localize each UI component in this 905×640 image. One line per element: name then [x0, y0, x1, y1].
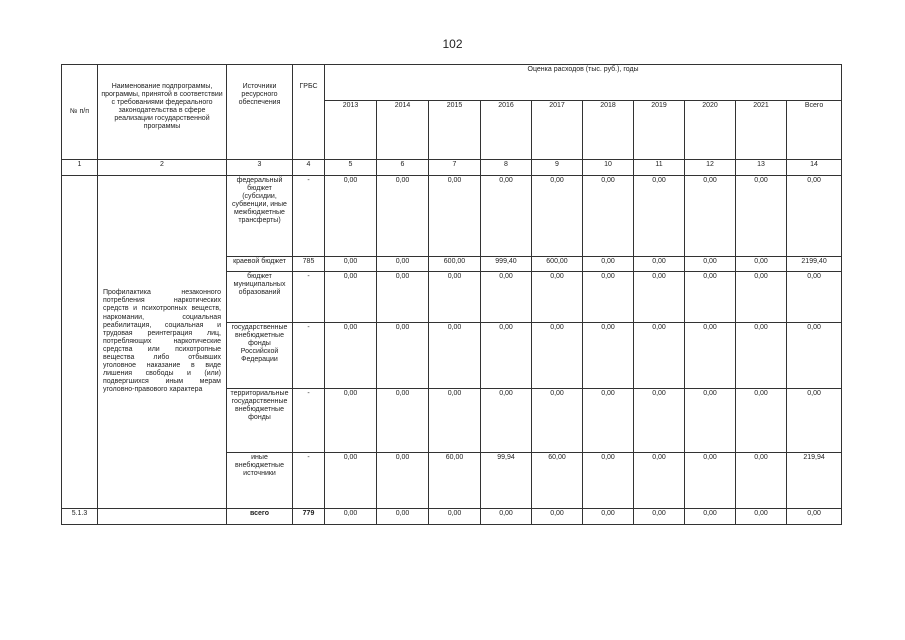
index-cell: 12: [685, 160, 736, 175]
value-cell: 0,00: [634, 322, 685, 388]
value-cell: 0,00: [325, 388, 377, 452]
value-cell: 2199,40: [787, 256, 842, 271]
index-cell: 3: [227, 160, 293, 175]
value-cell: 0,00: [736, 388, 787, 452]
value-cell: 600,00: [429, 256, 481, 271]
value-cell: 0,00: [325, 272, 377, 323]
value-cell: 0,00: [685, 256, 736, 271]
source-cell: бюджет муниципальных образований: [227, 272, 293, 323]
value-cell: 0,00: [736, 322, 787, 388]
total-row: [62, 508, 842, 524]
index-cell: 10: [583, 160, 634, 175]
value-cell: 0,00: [325, 452, 377, 508]
value-cell: 0,00: [481, 388, 532, 452]
total-grbs: 779: [293, 508, 325, 524]
source-cell: краевой бюджет: [227, 256, 293, 271]
value-cell: 0,00: [787, 388, 842, 452]
header-num: № п/п: [62, 65, 98, 160]
total-source: всего: [227, 508, 293, 524]
value-cell: 219,94: [787, 452, 842, 508]
value-cell: 0,00: [787, 508, 842, 524]
value-cell: 0,00: [429, 388, 481, 452]
value-cell: 0,00: [634, 272, 685, 323]
header-year: 2013: [325, 100, 377, 160]
value-cell: 0,00: [377, 508, 429, 524]
value-cell: 0,00: [634, 452, 685, 508]
value-cell: 0,00: [583, 388, 634, 452]
total-num: 5.1.3: [62, 508, 98, 524]
value-cell: 0,00: [532, 272, 583, 323]
value-cell: 0,00: [685, 322, 736, 388]
header-year: 2019: [634, 100, 685, 160]
source-cell: территориальные государственные внебюджетные фонды: [227, 388, 293, 452]
value-cell: 0,00: [481, 272, 532, 323]
index-row: [62, 160, 842, 175]
value-cell: 0,00: [532, 175, 583, 256]
value-cell: 0,00: [685, 452, 736, 508]
value-cell: 0,00: [377, 256, 429, 271]
index-cell: 13: [736, 160, 787, 175]
value-cell: 0,00: [685, 175, 736, 256]
program-name: Профилактика незаконного потребления наркотических средств и психотропных веществ, наркомании, социальная реабилитация, социальная и трудовая реинтеграция лиц, потребляющих наркотические средства или психотропные вещества либо отбывших уголовное наказание в виде лишения свободы и (или) подвергшихся иным мерам уголовно-правового характера: [98, 175, 227, 508]
value-cell: 0,00: [429, 175, 481, 256]
value-cell: 99,94: [481, 452, 532, 508]
value-cell: 0,00: [377, 322, 429, 388]
header-year: 2021: [736, 100, 787, 160]
budget-table: [61, 64, 842, 525]
total-name: [98, 508, 227, 524]
value-cell: 0,00: [583, 322, 634, 388]
value-cell: 0,00: [481, 508, 532, 524]
source-cell: иные внебюджетные источники: [227, 452, 293, 508]
value-cell: 0,00: [736, 256, 787, 271]
value-cell: 0,00: [325, 175, 377, 256]
value-cell: 0,00: [583, 175, 634, 256]
value-cell: 0,00: [325, 322, 377, 388]
value-cell: 0,00: [685, 508, 736, 524]
table-row: [62, 175, 842, 256]
index-cell: 8: [481, 160, 532, 175]
value-cell: 0,00: [429, 272, 481, 323]
grbs-cell: -: [293, 388, 325, 452]
index-cell: 5: [325, 160, 377, 175]
value-cell: 0,00: [787, 322, 842, 388]
value-cell: 0,00: [736, 452, 787, 508]
row-num-empty: [62, 175, 98, 508]
value-cell: 0,00: [532, 322, 583, 388]
value-cell: 0,00: [481, 322, 532, 388]
value-cell: 60,00: [429, 452, 481, 508]
value-cell: 0,00: [685, 272, 736, 323]
value-cell: 999,40: [481, 256, 532, 271]
value-cell: 0,00: [634, 508, 685, 524]
value-cell: 0,00: [634, 175, 685, 256]
value-cell: 0,00: [532, 388, 583, 452]
grbs-cell: -: [293, 175, 325, 256]
page-number: 102: [442, 37, 463, 51]
index-cell: 9: [532, 160, 583, 175]
value-cell: 0,00: [429, 508, 481, 524]
value-cell: 60,00: [532, 452, 583, 508]
value-cell: 0,00: [736, 175, 787, 256]
value-cell: 0,00: [736, 272, 787, 323]
index-cell: 7: [429, 160, 481, 175]
header-year: 2016: [481, 100, 532, 160]
value-cell: 0,00: [787, 272, 842, 323]
grbs-cell: 785: [293, 256, 325, 271]
source-cell: федеральный бюджет (субсидии, субвенции, иные межбюджетные трансферты): [227, 175, 293, 256]
value-cell: 0,00: [377, 452, 429, 508]
value-cell: 0,00: [532, 508, 583, 524]
index-cell: 6: [377, 160, 429, 175]
index-cell: 4: [293, 160, 325, 175]
header-year: 2014: [377, 100, 429, 160]
value-cell: 0,00: [429, 322, 481, 388]
header-year: 2020: [685, 100, 736, 160]
value-cell: 0,00: [583, 256, 634, 271]
index-cell: 11: [634, 160, 685, 175]
value-cell: 0,00: [634, 256, 685, 271]
value-cell: 0,00: [583, 272, 634, 323]
header-year-total: Всего: [787, 100, 842, 160]
value-cell: 0,00: [377, 272, 429, 323]
value-cell: 0,00: [634, 388, 685, 452]
source-cell: государственные внебюджетные фонды Российской Федерации: [227, 322, 293, 388]
value-cell: 0,00: [685, 388, 736, 452]
index-cell: 2: [98, 160, 227, 175]
value-cell: 600,00: [532, 256, 583, 271]
index-cell: 14: [787, 160, 842, 175]
value-cell: 0,00: [583, 452, 634, 508]
value-cell: 0,00: [787, 175, 842, 256]
value-cell: 0,00: [325, 256, 377, 271]
value-cell: 0,00: [583, 508, 634, 524]
header-row: [62, 65, 842, 101]
header-year: 2018: [583, 100, 634, 160]
header-grbs: ГРБС: [293, 65, 325, 160]
header-year: 2017: [532, 100, 583, 160]
value-cell: 0,00: [377, 388, 429, 452]
header-year: 2015: [429, 100, 481, 160]
grbs-cell: -: [293, 452, 325, 508]
value-cell: 0,00: [377, 175, 429, 256]
value-cell: 0,00: [325, 508, 377, 524]
header-source: Источники ресурсного обеспечения: [227, 65, 293, 160]
value-cell: 0,00: [736, 508, 787, 524]
grbs-cell: -: [293, 272, 325, 323]
index-cell: 1: [62, 160, 98, 175]
value-cell: 0,00: [481, 175, 532, 256]
header-name: Наименование подпрограммы, программы, принятой в соответствии с требованиями федерального законодательства в сфере реализации государственной программы: [98, 65, 227, 160]
grbs-cell: -: [293, 322, 325, 388]
header-estimate: Оценка расходов (тыс. руб.), годы: [325, 65, 842, 101]
